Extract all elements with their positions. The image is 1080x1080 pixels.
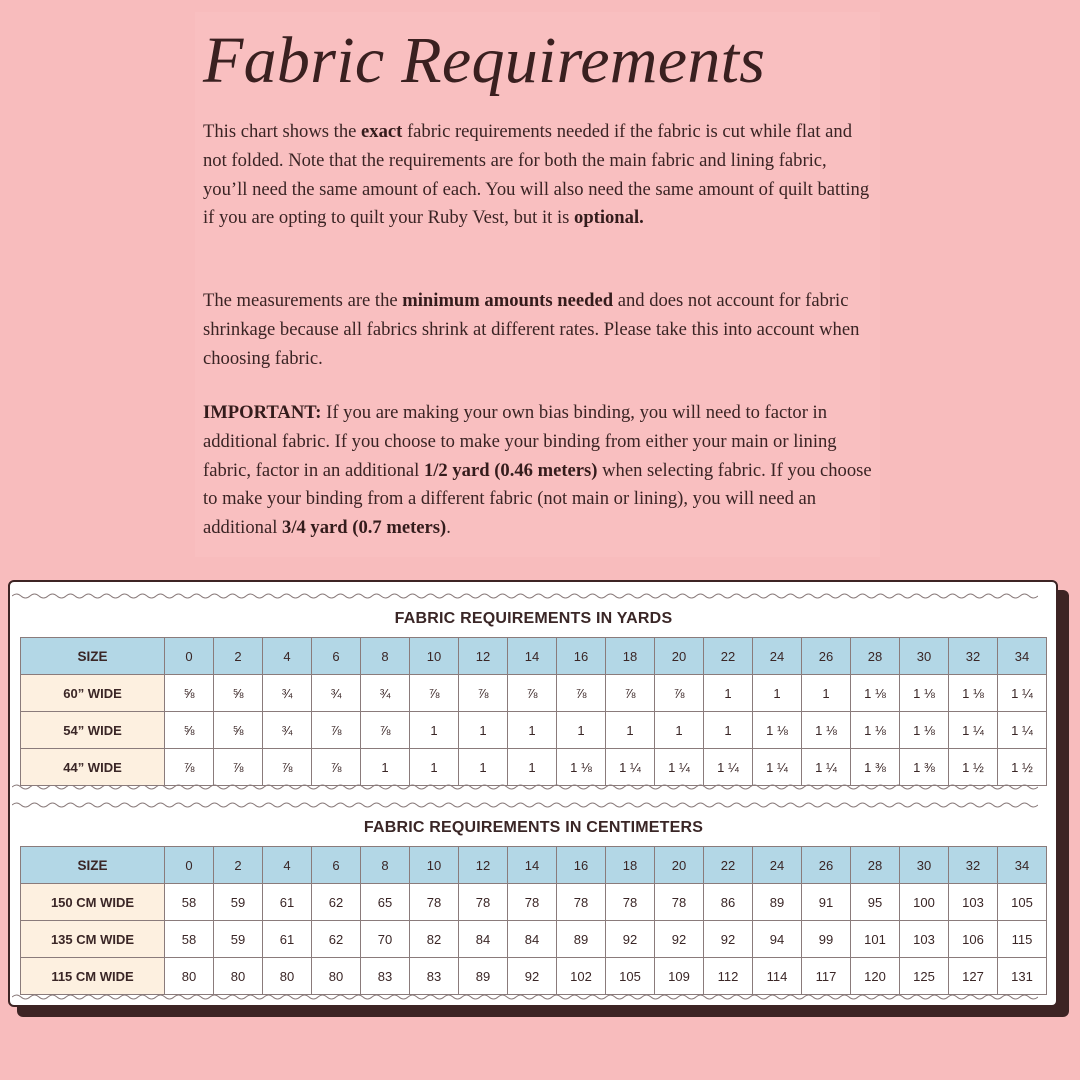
requirement-cell: 1 ⅛ xyxy=(851,712,900,749)
requirement-cell: 105 xyxy=(606,958,655,995)
requirement-cell: 61 xyxy=(263,884,312,921)
fabric-width-label: 60” WIDE xyxy=(21,675,165,712)
requirement-cell: ⅞ xyxy=(655,675,704,712)
size-header-cell: 30 xyxy=(900,847,949,884)
emphasis-text: 3/4 yard (0.7 meters) xyxy=(282,517,447,539)
size-header-cell: 28 xyxy=(851,638,900,675)
requirement-cell: 84 xyxy=(459,921,508,958)
intro-paragraph-2 xyxy=(203,287,873,373)
size-header-cell: 18 xyxy=(606,638,655,675)
body-text: and does not account for fabric shrinkage because all fabrics shrink at different rates. Please take this into account when choosing fabric. xyxy=(203,290,860,369)
size-header-cell: 18 xyxy=(606,847,655,884)
centimeters-table xyxy=(20,809,1047,995)
requirement-cell: ⅞ xyxy=(606,675,655,712)
intro-paragraph-3 xyxy=(203,399,873,543)
requirement-cell: 1 xyxy=(410,749,459,786)
size-header-cell: 0 xyxy=(165,847,214,884)
table-caption: FABRIC REQUIREMENTS IN CENTIMETERS xyxy=(21,809,1047,847)
requirement-cell: 84 xyxy=(508,921,557,958)
size-header-cell: 34 xyxy=(998,638,1047,675)
requirement-cell: 61 xyxy=(263,921,312,958)
requirement-cell: 82 xyxy=(410,921,459,958)
requirement-cell: 1 xyxy=(459,749,508,786)
requirement-cell: 1 xyxy=(459,712,508,749)
requirement-cell: ⅝ xyxy=(214,675,263,712)
requirement-cell: 83 xyxy=(410,958,459,995)
requirement-cell: 80 xyxy=(214,958,263,995)
requirement-cell: 89 xyxy=(557,921,606,958)
requirement-cell: 1 ¼ xyxy=(753,749,802,786)
body-text: If you are making your own bias binding, you will need to factor in additional fabric. If you choose to make your binding from either your main or lining fabric, factor in an additional xyxy=(203,402,837,481)
size-header-cell: 6 xyxy=(312,847,361,884)
requirement-cell: ⅞ xyxy=(165,749,214,786)
size-header-cell: 16 xyxy=(557,638,606,675)
requirement-cell: 65 xyxy=(361,884,410,921)
requirement-cell: ⅞ xyxy=(312,712,361,749)
requirement-cell: 1 ¼ xyxy=(704,749,753,786)
fabric-width-label: 44” WIDE xyxy=(21,749,165,786)
requirement-cell: 1 ⅛ xyxy=(900,675,949,712)
requirement-cell: 62 xyxy=(312,921,361,958)
requirement-cell: 1 xyxy=(557,712,606,749)
table-row xyxy=(21,884,1047,921)
table-row xyxy=(21,958,1047,995)
emphasis-text: minimum amounts needed xyxy=(402,290,614,311)
requirement-cell: 1 ¼ xyxy=(949,712,998,749)
requirement-cell: ⅞ xyxy=(263,749,312,786)
size-header-cell: 26 xyxy=(802,638,851,675)
requirement-cell: 59 xyxy=(214,884,263,921)
requirement-cell: ⅞ xyxy=(361,712,410,749)
requirement-cell: 127 xyxy=(949,958,998,995)
size-header-cell: 10 xyxy=(410,638,459,675)
requirement-cell: 1 xyxy=(410,712,459,749)
requirement-cell: 102 xyxy=(557,958,606,995)
requirement-cell: ⅞ xyxy=(459,675,508,712)
body-text: . xyxy=(446,517,451,539)
requirement-cell: 99 xyxy=(802,921,851,958)
requirement-cell: 78 xyxy=(459,884,508,921)
requirement-cell: 1 ⅛ xyxy=(900,712,949,749)
requirement-cell: 1 ⅜ xyxy=(900,749,949,786)
size-header-cell: 14 xyxy=(508,638,557,675)
requirement-cell: 89 xyxy=(459,958,508,995)
fabric-width-label: 54” WIDE xyxy=(21,712,165,749)
requirement-cell: 80 xyxy=(165,958,214,995)
size-header-cell: 26 xyxy=(802,847,851,884)
size-header-cell: 32 xyxy=(949,638,998,675)
size-header-cell: 12 xyxy=(459,847,508,884)
requirement-cell: 105 xyxy=(998,884,1047,921)
intro-paragraph-1 xyxy=(203,118,873,233)
requirement-cell: 1 ⅛ xyxy=(851,675,900,712)
requirement-cell: 1 ⅜ xyxy=(851,749,900,786)
requirement-cell: 92 xyxy=(508,958,557,995)
size-header-cell: 2 xyxy=(214,638,263,675)
size-header-cell: 30 xyxy=(900,638,949,675)
size-header-label: SIZE xyxy=(21,638,165,675)
size-header-cell: 8 xyxy=(361,638,410,675)
requirement-cell: 78 xyxy=(508,884,557,921)
requirement-cell: 92 xyxy=(606,921,655,958)
requirement-cell: 103 xyxy=(949,884,998,921)
requirement-cell: 1 xyxy=(508,749,557,786)
requirement-cell: ⅞ xyxy=(312,749,361,786)
table-row xyxy=(21,712,1047,749)
requirement-cell: 1 ½ xyxy=(998,749,1047,786)
requirement-cell: 115 xyxy=(998,921,1047,958)
fabric-width-label: 115 CM WIDE xyxy=(21,958,165,995)
requirement-cell: 78 xyxy=(655,884,704,921)
fabric-width-label: 150 CM WIDE xyxy=(21,884,165,921)
body-text: when selecting fabric. If you choose to make your binding from a different fabric (not main or lining), you will need an additional xyxy=(203,459,872,539)
yards-table xyxy=(20,600,1047,786)
requirement-cell: 1 xyxy=(606,712,655,749)
requirement-cell: 58 xyxy=(165,884,214,921)
requirement-cell: 70 xyxy=(361,921,410,958)
size-header-cell: 10 xyxy=(410,847,459,884)
scallop-border-top-cm xyxy=(12,801,1038,809)
size-header-cell: 20 xyxy=(655,847,704,884)
requirement-cell: ⅞ xyxy=(557,675,606,712)
emphasis-text: exact xyxy=(361,121,403,142)
size-header-cell: 6 xyxy=(312,638,361,675)
size-header-cell: 0 xyxy=(165,638,214,675)
requirement-cell: 117 xyxy=(802,958,851,995)
size-header-row xyxy=(21,638,1047,675)
scallop-border-top-yards xyxy=(12,592,1038,600)
requirement-cell: 114 xyxy=(753,958,802,995)
body-text: The measurements are the xyxy=(203,290,403,311)
requirement-cell: 83 xyxy=(361,958,410,995)
requirement-cell: 1 xyxy=(704,675,753,712)
requirement-cell: 1 xyxy=(753,675,802,712)
requirement-cell: ¾ xyxy=(361,675,410,712)
size-header-cell: 20 xyxy=(655,638,704,675)
size-header-cell: 24 xyxy=(753,847,802,884)
requirement-cell: 80 xyxy=(312,958,361,995)
requirement-cell: ¾ xyxy=(263,712,312,749)
requirement-cell: 1 ¼ xyxy=(606,749,655,786)
requirement-cell: ¾ xyxy=(312,675,361,712)
requirement-cell: 1 ⅛ xyxy=(802,712,851,749)
body-text: fabric requirements needed if the fabric is cut while flat and not folded. Note that the requirements are for both the main fabric and lining fabric, you’ll need the same amount of each. You will also need the same amount of quilt batting if you are opting to quilt your Ruby Vest, but it is xyxy=(203,121,870,229)
requirement-cell: 95 xyxy=(851,884,900,921)
requirement-cell: ⅝ xyxy=(165,712,214,749)
requirement-cell: 62 xyxy=(312,884,361,921)
requirement-cell: 80 xyxy=(263,958,312,995)
requirement-cell: 1 xyxy=(802,675,851,712)
requirement-cell: 1 ⅛ xyxy=(949,675,998,712)
requirement-cell: ⅞ xyxy=(410,675,459,712)
requirement-cell: 78 xyxy=(557,884,606,921)
emphasis-text: 1/2 yard (0.46 meters) xyxy=(423,459,598,481)
requirement-cell: 92 xyxy=(704,921,753,958)
size-header-label: SIZE xyxy=(21,847,165,884)
table-caption: FABRIC REQUIREMENTS IN YARDS xyxy=(21,600,1047,638)
emphasis-text: optional. xyxy=(574,207,644,229)
size-header-cell: 16 xyxy=(557,847,606,884)
size-header-cell: 12 xyxy=(459,638,508,675)
requirement-cell: 78 xyxy=(410,884,459,921)
requirement-cell: 1 ¼ xyxy=(802,749,851,786)
requirement-cell: 109 xyxy=(655,958,704,995)
requirement-cell: 92 xyxy=(655,921,704,958)
size-header-cell: 24 xyxy=(753,638,802,675)
requirement-cell: ⅞ xyxy=(214,749,263,786)
table-row xyxy=(21,675,1047,712)
size-header-cell: 2 xyxy=(214,847,263,884)
requirement-cell: 59 xyxy=(214,921,263,958)
requirement-cell: 86 xyxy=(704,884,753,921)
fabric-width-label: 135 CM WIDE xyxy=(21,921,165,958)
size-header-cell: 14 xyxy=(508,847,557,884)
requirement-cell: 103 xyxy=(900,921,949,958)
requirement-cell: ⅝ xyxy=(214,712,263,749)
requirement-cell: 125 xyxy=(900,958,949,995)
size-header-cell: 4 xyxy=(263,847,312,884)
requirement-cell: ⅝ xyxy=(165,675,214,712)
body-text: This chart shows the xyxy=(203,121,362,142)
requirement-cell: 1 ½ xyxy=(949,749,998,786)
requirement-cell: 58 xyxy=(165,921,214,958)
requirement-cell: 78 xyxy=(606,884,655,921)
requirement-cell: 131 xyxy=(998,958,1047,995)
requirement-cell: 106 xyxy=(949,921,998,958)
requirement-cell: 112 xyxy=(704,958,753,995)
requirement-cell: 1 ¼ xyxy=(998,712,1047,749)
size-header-cell: 4 xyxy=(263,638,312,675)
requirement-cell: 91 xyxy=(802,884,851,921)
requirement-cell: 1 ¼ xyxy=(998,675,1047,712)
page-title: Fabric Requirements xyxy=(203,24,766,97)
requirement-cell: 1 ¼ xyxy=(655,749,704,786)
requirement-cell: 100 xyxy=(900,884,949,921)
requirement-cell: 120 xyxy=(851,958,900,995)
table-row xyxy=(21,921,1047,958)
size-header-cell: 8 xyxy=(361,847,410,884)
requirement-cell: 1 xyxy=(361,749,410,786)
size-header-cell: 22 xyxy=(704,638,753,675)
size-header-cell: 22 xyxy=(704,847,753,884)
requirement-cell: 1 xyxy=(655,712,704,749)
requirement-cell: 101 xyxy=(851,921,900,958)
emphasis-text: IMPORTANT: xyxy=(203,402,322,423)
requirement-cell: 94 xyxy=(753,921,802,958)
size-header-cell: 28 xyxy=(851,847,900,884)
size-header-cell: 34 xyxy=(998,847,1047,884)
size-header-cell: 32 xyxy=(949,847,998,884)
requirement-cell: 1 ⅛ xyxy=(753,712,802,749)
requirement-cell: 1 xyxy=(508,712,557,749)
requirement-cell: 89 xyxy=(753,884,802,921)
size-header-row xyxy=(21,847,1047,884)
requirement-cell: 1 xyxy=(704,712,753,749)
table-row xyxy=(21,749,1047,786)
requirement-cell: ⅞ xyxy=(508,675,557,712)
requirement-cell: ¾ xyxy=(263,675,312,712)
requirement-cell: 1 ⅛ xyxy=(557,749,606,786)
